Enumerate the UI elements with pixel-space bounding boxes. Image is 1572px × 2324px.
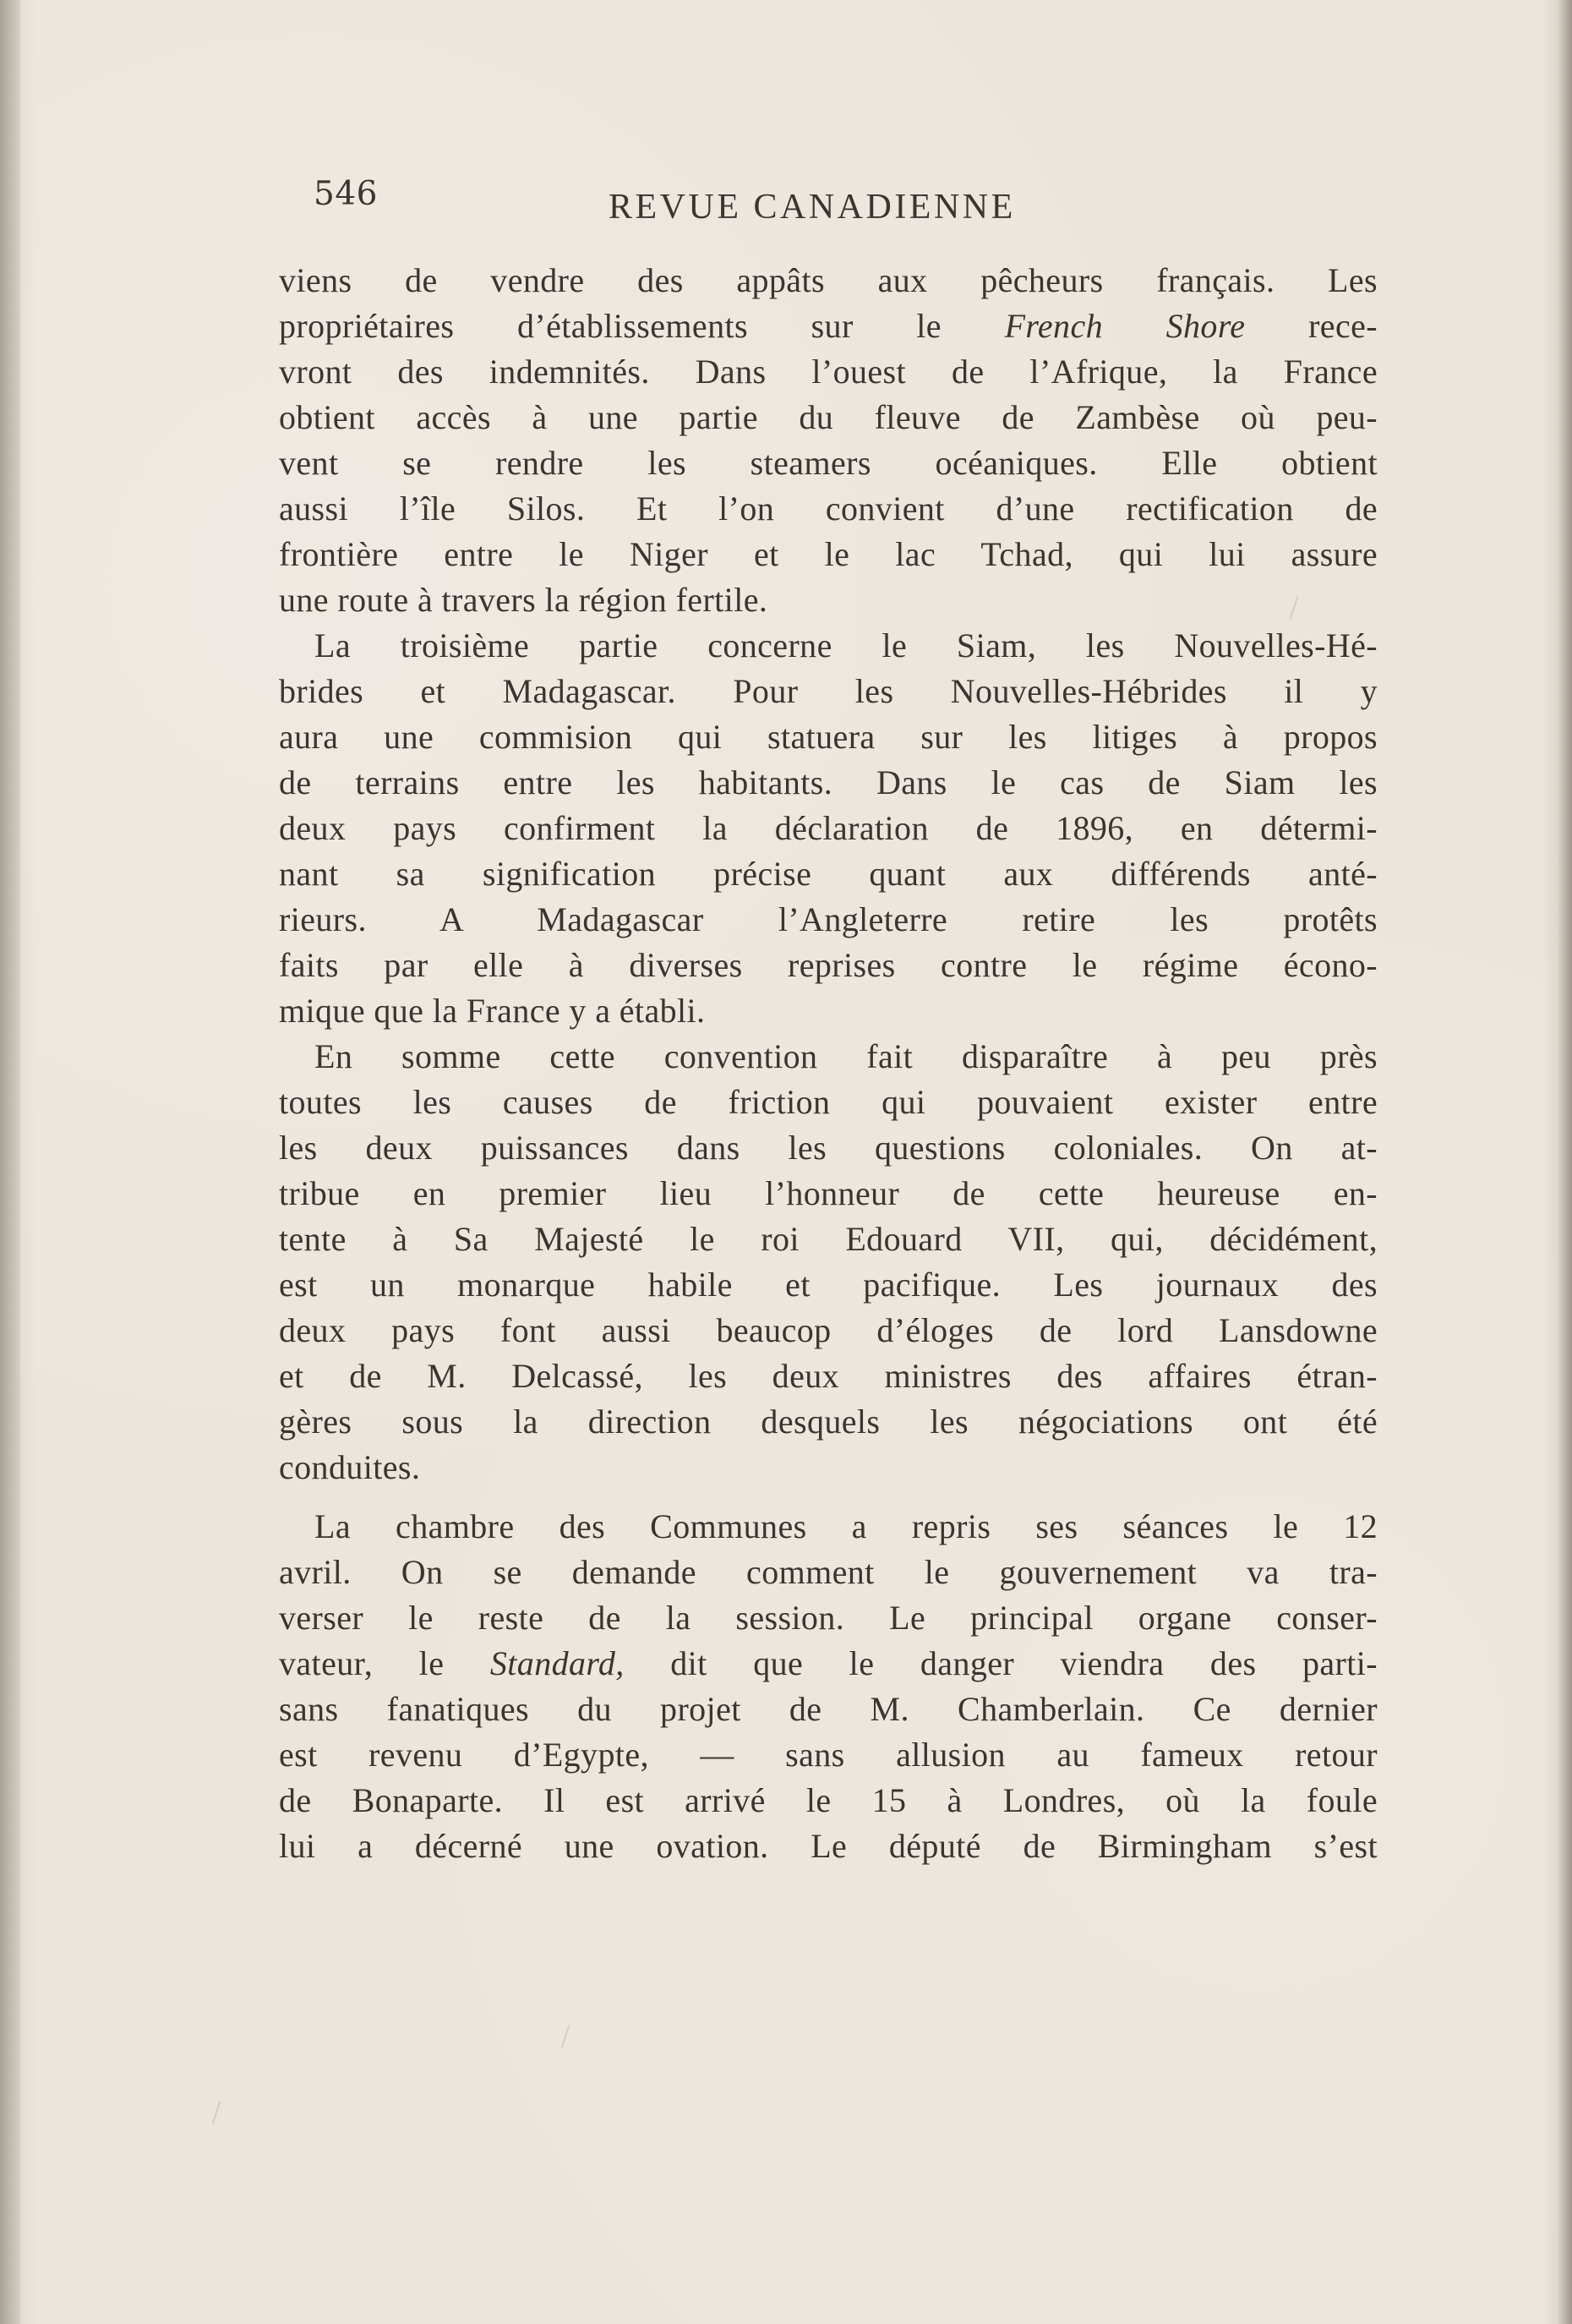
paragraph-line: tente à Sa Majesté le roi Edouard VII, qui, décidément, bbox=[279, 1220, 1378, 1258]
paragraph-line: les deux puissances dans les questions coloniales. On at- bbox=[279, 1129, 1378, 1167]
article-body bbox=[279, 258, 1378, 1869]
page-left-edge bbox=[0, 0, 20, 2324]
page-number: 546 bbox=[314, 175, 378, 213]
paragraph-line: deux pays confirment la déclaration de 1896, en détermi- bbox=[279, 809, 1378, 847]
paragraph-line: sans fanatiques du projet de M. Chamberlain. Ce dernier bbox=[279, 1690, 1378, 1728]
paragraph-line: vent se rendre les steamers océaniques. Elle obtient bbox=[279, 444, 1378, 482]
paragraph-line: vront des indemnités. Dans l’ouest de l’Afrique, la France bbox=[279, 353, 1378, 391]
paragraph-line: est un monarque habile et pacifique. Les journaux des bbox=[279, 1266, 1378, 1304]
paragraph-line: propriétaires d’établissements sur le French Shore rece- bbox=[279, 307, 1378, 345]
paragraph-line: obtient accès à une partie du fleuve de Zambèse où peu- bbox=[279, 398, 1378, 436]
paragraph-line: mique que la France y a établi. bbox=[279, 992, 706, 1030]
running-head: REVUE CANADIENNE bbox=[609, 188, 1016, 227]
paragraph-line: viens de vendre des appâts aux pêcheurs français. Les bbox=[279, 261, 1378, 299]
paragraph-line: frontière entre le Niger et le lac Tchad, qui lui assure bbox=[279, 535, 1378, 573]
page-right-edge bbox=[1558, 0, 1572, 2324]
paper-mark bbox=[561, 2025, 570, 2048]
paragraph-line: conduites. bbox=[279, 1448, 421, 1486]
paragraph-line: aura une commision qui statuera sur les litiges à propos bbox=[279, 718, 1378, 756]
paragraph-line: lui a décerné une ovation. Le député de Birmingham s’est bbox=[279, 1827, 1378, 1865]
paragraph-4 bbox=[279, 1504, 1378, 1869]
paragraph-line: deux pays font aussi beaucop d’éloges de lord Lansdowne bbox=[279, 1311, 1378, 1349]
paragraph-line: rieurs. A Madagascar l’Angleterre retire les protêts bbox=[279, 900, 1378, 938]
paragraph-spacing bbox=[279, 1490, 1378, 1504]
paragraph-line: de Bonaparte. Il est arrivé le 15 à Londres, où la foule bbox=[279, 1781, 1378, 1819]
paragraph-line: toutes les causes de friction qui pouvaient exister entre bbox=[279, 1083, 1378, 1121]
paragraph-3 bbox=[279, 1034, 1378, 1490]
paragraph-line: verser le reste de la session. Le principal organe conser- bbox=[279, 1599, 1378, 1637]
paragraph-line: vateur, le Standard, dit que le danger viendra des parti- bbox=[279, 1644, 1378, 1682]
paragraph-line: avril. On se demande comment le gouvernement va tra- bbox=[279, 1553, 1378, 1591]
paragraph-line: une route à travers la région fertile. bbox=[279, 581, 768, 619]
paragraph-line: gères sous la direction desquels les négociations ont été bbox=[279, 1403, 1378, 1441]
paragraph-line: aussi l’île Silos. Et l’on convient d’une rectification de bbox=[279, 489, 1378, 528]
paragraph-line: La troisième partie concerne le Siam, les Nouvelles-Hé- bbox=[314, 626, 1378, 664]
paragraph-line: de terrains entre les habitants. Dans le cas de Siam les bbox=[279, 763, 1378, 801]
paragraph-line: et de M. Delcassé, les deux ministres des affaires étran- bbox=[279, 1357, 1378, 1395]
paragraph-line: tribue en premier lieu l’honneur de cette heureuse en- bbox=[279, 1174, 1378, 1212]
paragraph-1 bbox=[279, 258, 1378, 623]
paragraph-line: En somme cette convention fait disparaître à peu près bbox=[314, 1037, 1378, 1075]
paragraph-line: est revenu d’Egypte, — sans allusion au fameux retour bbox=[279, 1736, 1378, 1774]
paragraph-line: brides et Madagascar. Pour les Nouvelles-Hébrides il y bbox=[279, 672, 1378, 710]
paragraph-line: La chambre des Communes a repris ses séances le 12 bbox=[314, 1507, 1378, 1545]
paragraph-line: faits par elle à diverses reprises contre le régime écono- bbox=[279, 946, 1378, 984]
paragraph-line: nant sa signification précise quant aux différends anté- bbox=[279, 855, 1378, 893]
paper-mark bbox=[212, 2101, 221, 2124]
paragraph-2 bbox=[279, 623, 1378, 1034]
